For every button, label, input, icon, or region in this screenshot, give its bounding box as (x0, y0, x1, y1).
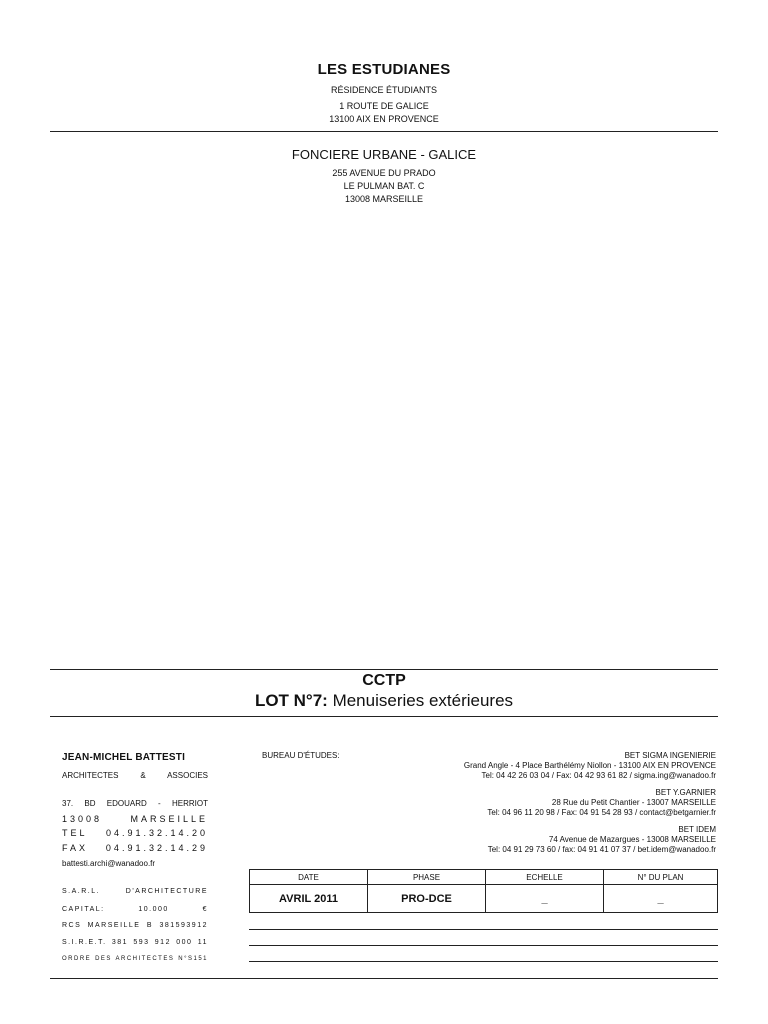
bet-idem-address: 74 Avenue de Mazargues - 13008 MARSEILLE (548, 835, 716, 844)
revision-line-2 (249, 945, 718, 946)
bet-idem-contact: Tel: 04 91 29 73 60 / fax: 04 91 41 07 37 / bet.idem@wanadoo.fr (487, 845, 716, 854)
divider-title-top (50, 669, 718, 670)
bet-sigma-name: BET SIGMA INGENIERIE (624, 751, 716, 760)
lot-title (0, 691, 768, 711)
document-type: CCTP (362, 672, 406, 689)
project-line-2: 1 ROUTE DE GALICE (339, 101, 429, 111)
architect-rcs: RCS MARSEILLE B 381593912 (62, 922, 208, 929)
bet-garnier-contact: Tel: 04 96 11 20 98 / Fax: 04 91 54 28 93 / contact@betgarnier.fr (487, 808, 716, 817)
architect-name: JEAN-MICHEL BATTESTI (62, 752, 186, 763)
architect-ordre: ORDRE DES ARCHITECTES N°S151 (62, 956, 208, 962)
bet-garnier-name: BET Y.GARNIER (655, 788, 716, 797)
value-echelle: _ (486, 885, 604, 913)
client-line-3: 13008 MARSEILLE (344, 194, 424, 204)
info-table-header-row (250, 870, 718, 885)
architect-address-2: 13008 MARSEILLE (62, 814, 208, 824)
bet-idem-name: BET IDEM (678, 825, 716, 834)
header-echelle: ECHELLE (486, 870, 604, 885)
architect-siret: S.I.R.E.T. 381 593 912 000 11 (62, 939, 208, 946)
client-name: FONCIERE URBANE - GALICE (291, 147, 477, 162)
project-line-1: RÉSIDENCE ÉTUDIANTS (330, 85, 437, 95)
info-table (249, 869, 718, 913)
architect-tel: TEL 04.91.32.14.20 (62, 828, 208, 838)
architect-email: battesti.archi@wanadoo.fr (62, 859, 156, 868)
architect-address-1: 37. BD EDOUARD - HERRIOT (62, 799, 208, 808)
architect-sarl: S.A.R.L. D'ARCHITECTURE (62, 888, 208, 895)
architect-fax: FAX 04.91.32.14.29 (62, 843, 208, 853)
bet-garnier-address: 28 Rue du Petit Chantier - 13007 MARSEILLE (551, 798, 716, 807)
client-line-1: 255 AVENUE DU PRADO (332, 168, 436, 178)
project-title: LES ESTUDIANES (317, 61, 451, 78)
header-plan: N° DU PLAN (604, 870, 718, 885)
revision-line-1 (249, 929, 718, 930)
bet-garnier (296, 788, 716, 818)
divider-bottom (50, 978, 718, 979)
architect-capital: CAPITAL: 10.000 € (62, 906, 208, 913)
revision-line-3 (249, 961, 718, 962)
header-date: DATE (250, 870, 368, 885)
value-phase: PRO-DCE (368, 885, 486, 913)
project-line-3: 13100 AIX EN PROVENCE (329, 114, 439, 124)
lot-label: LOT N°7: (254, 691, 328, 710)
bureau-label: BUREAU D'ÉTUDES: (262, 751, 340, 760)
lot-name: Menuiseries extérieures (327, 691, 514, 710)
value-plan: _ (604, 885, 718, 913)
client-line-2: LE PULMAN BAT. C (343, 181, 425, 191)
architect-sub: ARCHITECTES & ASSOCIES (62, 771, 208, 780)
header-phase: PHASE (368, 870, 486, 885)
bet-idem (296, 825, 716, 855)
bet-sigma (296, 751, 716, 781)
info-table-value-row (250, 885, 718, 913)
bet-sigma-address: Grand Angle - 4 Place Barthélémy Niollon - 13100 AIX EN PROVENCE (463, 761, 716, 770)
divider-title-bottom (50, 716, 718, 717)
value-date: AVRIL 2011 (250, 885, 368, 913)
bet-sigma-contact: Tel: 04 42 26 03 04 / Fax: 04 42 93 61 82 / sigma.ing@wanadoo.fr (481, 771, 716, 780)
divider-top (50, 131, 718, 132)
